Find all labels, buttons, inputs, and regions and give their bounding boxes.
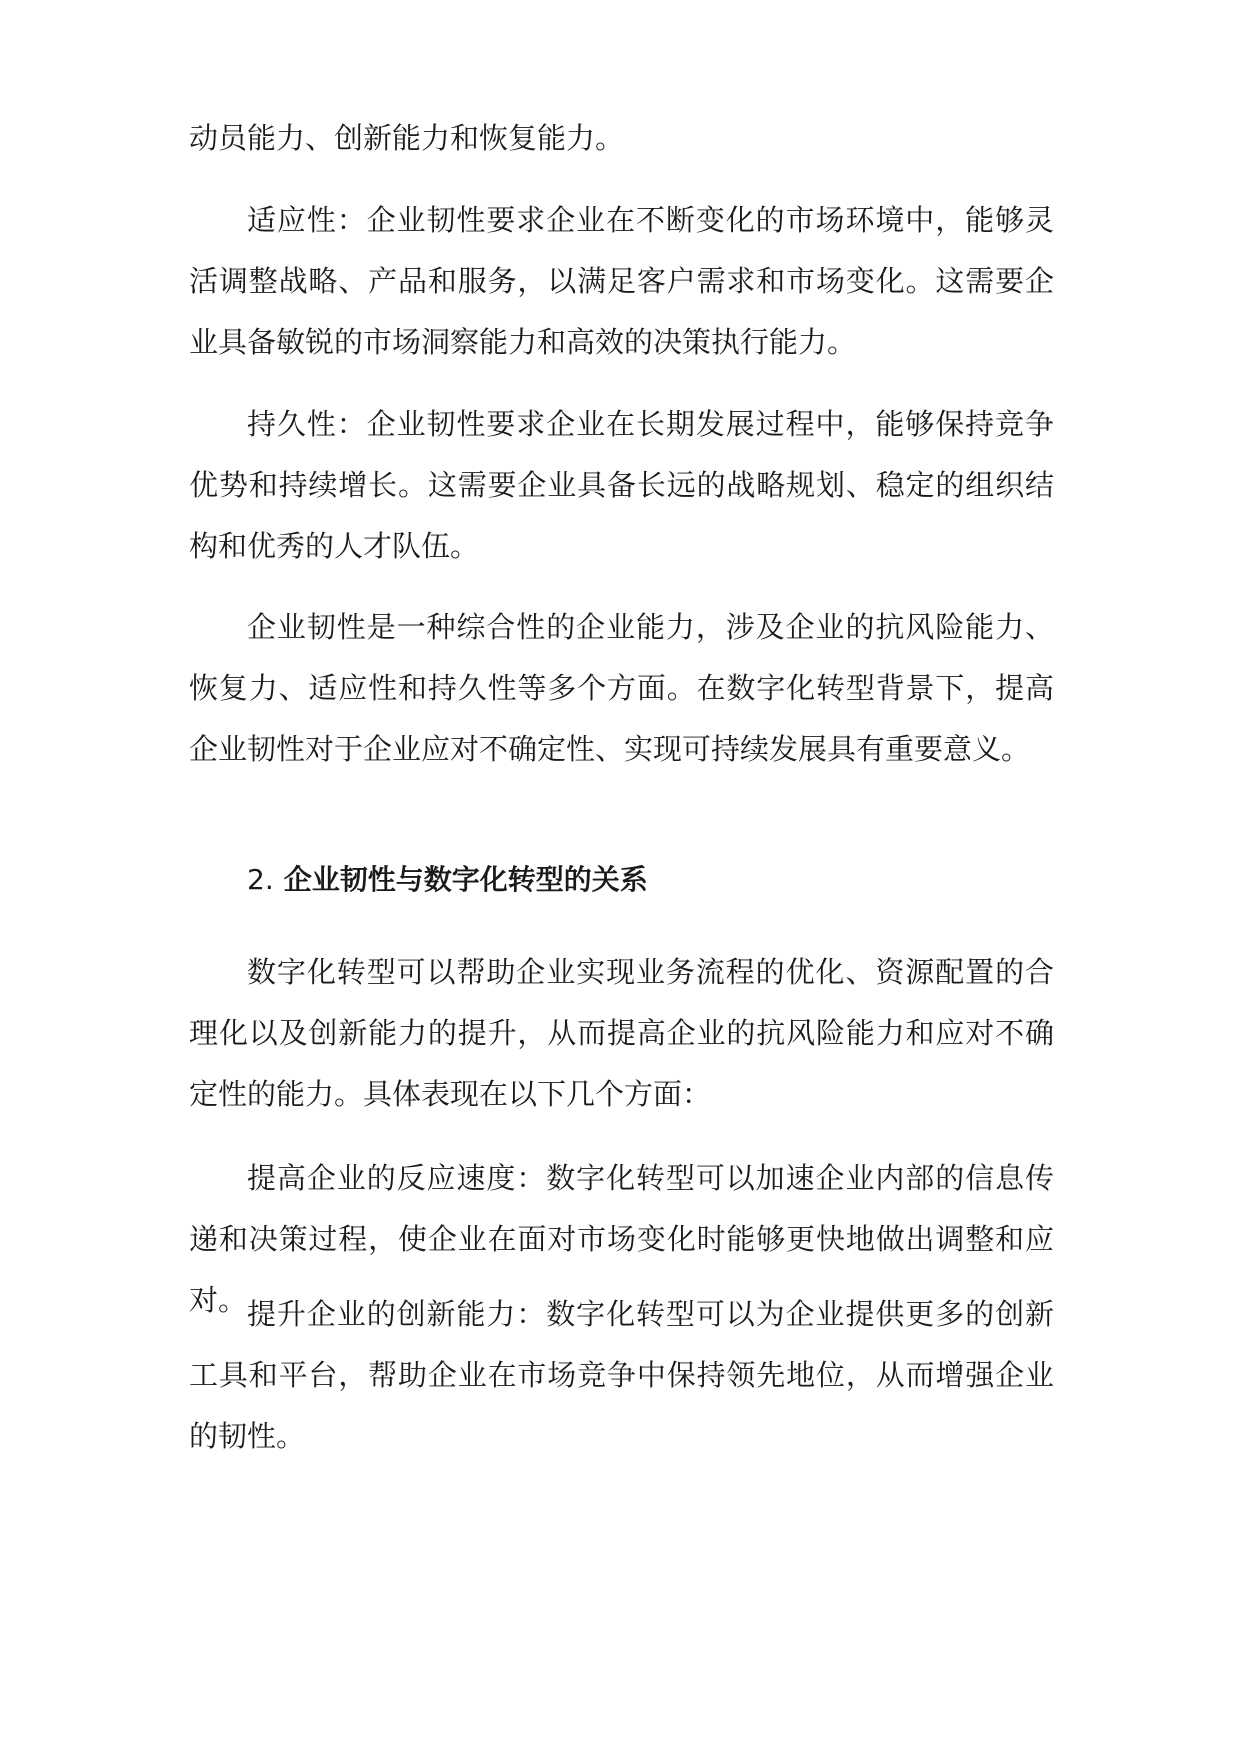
paragraph-response-speed: 提高企业的反应速度：数字化转型可以加速企业内部的信息传递和决策过程，使企业在面对市场变化时能够更快地做出调整和应对。 <box>189 1161 1054 1317</box>
section-heading <box>247 860 1047 900</box>
paragraph-relationship-intro: 数字化转型可以帮助企业实现业务流程的优化、资源配置的合理化以及创新能力的提升，从而提高企业的抗风险能力和应对不确定性的能力。具体表现在以下几个方面： <box>189 955 1054 1111</box>
paragraph-adaptability: 适应性：企业韧性要求企业在不断变化的市场环境中，能够灵活调整战略、产品和服务，以满足客户需求和市场变化。这需要企业具备敏锐的市场洞察能力和高效的决策执行能力。 <box>189 203 1054 359</box>
paragraph-continuation: 动员能力、创新能力和恢复能力。 <box>189 121 625 155</box>
section-number: 2. <box>247 863 274 896</box>
paragraph-durability: 持久性：企业韧性要求企业在长期发展过程中，能够保持竞争优势和持续增长。这需要企业具备长远的战略规划、稳定的组织结构和优秀的人才队伍。 <box>189 407 1054 563</box>
paragraph-innovation: 提升企业的创新能力：数字化转型可以为企业提供更多的创新工具和平台，帮助企业在市场竞争中保持领先地位，从而增强企业的韧性。 <box>189 1297 1054 1453</box>
section-title: 企业韧性与数字化转型的关系 <box>283 863 648 896</box>
paragraph-summary: 企业韧性是一种综合性的企业能力，涉及企业的抗风险能力、恢复力、适应性和持久性等多个方面。在数字化转型背景下，提高企业韧性对于企业应对不确定性、实现可持续发展具有重要意义。 <box>189 610 1054 766</box>
